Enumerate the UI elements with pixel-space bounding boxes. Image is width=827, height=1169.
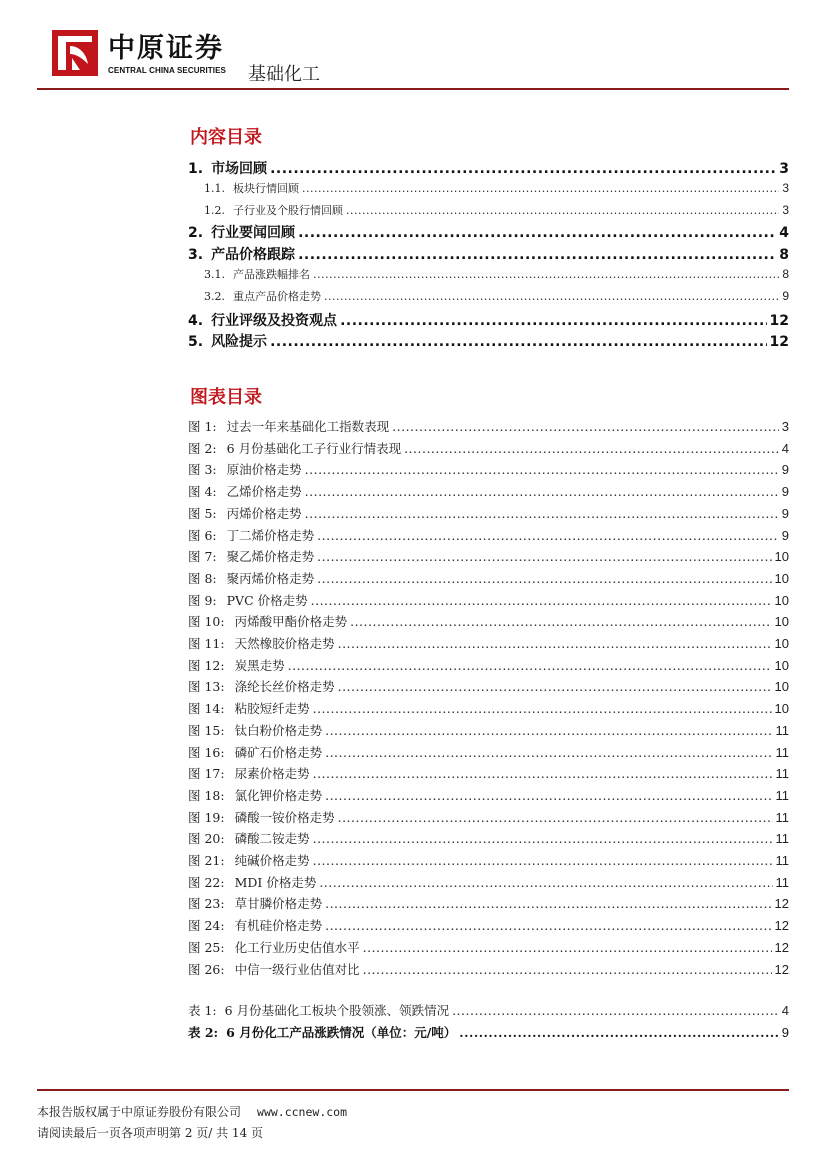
entry-number: 3.1. [204, 268, 225, 281]
dot-leader [340, 313, 766, 329]
page-number: 10 [774, 636, 789, 651]
toc-entry-label [188, 569, 314, 587]
dot-leader [298, 225, 776, 241]
figure-label: 图 7: [188, 549, 217, 565]
page-number: 10 [774, 701, 789, 717]
table-label: 表 1: [188, 1003, 217, 1018]
dot-leader [311, 593, 772, 608]
figure-title: MDI 价格走势 [234, 874, 317, 890]
dot-leader [325, 788, 772, 803]
page-number: 9 [781, 1025, 789, 1040]
dot-leader [459, 1025, 778, 1040]
toc-entry-label [188, 894, 322, 912]
dot-leader [288, 658, 772, 673]
dot-leader [325, 896, 771, 911]
page-number: 12 [774, 918, 789, 934]
page-number: 10 [774, 657, 789, 673]
page-number: 3 [782, 203, 789, 217]
toc-entry-label [188, 526, 314, 544]
page-number: 8 [779, 247, 789, 263]
page-number: 10 [774, 570, 789, 586]
figure-title: PVC 价格走势 [226, 592, 308, 608]
page-number: 11 [775, 874, 789, 890]
page-number: 12 [774, 939, 789, 955]
dot-leader [317, 549, 771, 564]
figure-label: 图 24: [188, 918, 225, 934]
figure-title: 钛白粉价格走势 [234, 722, 323, 738]
entry-number: 1.1. [204, 182, 225, 195]
dot-leader [325, 723, 772, 738]
figure-entry[interactable] [188, 569, 789, 587]
toc-subsection-entry[interactable] [188, 288, 789, 304]
page-number: 11 [775, 787, 789, 803]
table-entry[interactable] [188, 1023, 789, 1041]
figure-entry[interactable] [188, 547, 789, 565]
figure-label: 图 13: [188, 679, 225, 695]
toc-entry-label [188, 612, 347, 630]
toc-entry-label [188, 331, 267, 351]
toc-entry-label [188, 504, 302, 522]
page-number: 10 [774, 679, 789, 695]
entry-number: 1. [188, 161, 204, 177]
figure-title: 过去一年来基础化工指数表现 [226, 419, 390, 434]
figure-entry[interactable] [188, 829, 789, 847]
entry-title: 板块行情回顾 [233, 182, 299, 195]
toc-entry-label [204, 202, 343, 218]
page-number: 12 [774, 896, 789, 912]
figure-label: 图 11: [188, 636, 225, 651]
dot-leader [270, 161, 776, 177]
figure-label: 图 6: [188, 527, 217, 543]
page-number: 11 [775, 722, 789, 738]
footer-notice: 请阅读最后一页各项声明第 2 页/ 共 14 页 [37, 1126, 264, 1140]
figure-entry[interactable] [188, 851, 789, 869]
figure-label: 图 18: [188, 787, 225, 803]
entry-title: 子行业及个股行情回顾 [233, 204, 343, 217]
figure-entry[interactable] [188, 960, 789, 978]
figure-title: 聚乙烯价格走势 [226, 549, 315, 565]
toc-entry-label [188, 310, 337, 330]
page-number: 4 [779, 225, 789, 241]
toc-entry-label [188, 634, 335, 652]
figure-title: 乙烯价格走势 [226, 484, 302, 500]
dot-leader [363, 962, 772, 977]
figure-title: 天然橡胶价格走势 [234, 636, 335, 651]
dot-leader [325, 918, 771, 933]
figure-title: 纯碱价格走势 [234, 853, 310, 868]
page-number: 11 [775, 766, 789, 782]
figure-title: 6 月份基础化工子行业行情表现 [226, 440, 402, 456]
page-number: 8 [782, 267, 789, 281]
entry-number: 3. [188, 247, 204, 263]
figure-title: 原油价格走势 [226, 462, 302, 478]
toc-entry-label [188, 829, 310, 847]
figure-title: 氯化钾价格走势 [234, 787, 323, 803]
figure-entry[interactable] [188, 894, 789, 912]
toc-entry-label [188, 656, 285, 674]
dot-leader [452, 1003, 779, 1018]
dot-leader [404, 441, 779, 456]
toc-entry-label [188, 873, 316, 891]
footer-url-link[interactable]: www.ccnew.com [257, 1105, 348, 1119]
figure-entry[interactable] [188, 504, 789, 522]
figure-label: 图 20: [188, 831, 225, 847]
figure-entry[interactable] [188, 916, 789, 934]
entry-number: 4. [188, 313, 204, 329]
page-number: 11 [775, 853, 789, 868]
page-number: 10 [774, 614, 789, 630]
dot-leader [313, 766, 773, 781]
toc-entry-label [188, 158, 267, 178]
dot-leader [392, 419, 779, 434]
figure-label: 图 8: [188, 570, 217, 586]
entry-title: 产品涨跌幅排名 [233, 268, 310, 281]
toc-entry-label [204, 180, 299, 196]
figure-entry[interactable] [188, 677, 789, 695]
figure-title: 涤纶长丝价格走势 [234, 679, 335, 695]
figure-label: 图 23: [188, 896, 225, 912]
figure-label: 图 14: [188, 701, 225, 717]
entry-title: 行业要闻回顾 [211, 225, 296, 241]
page-number: 4 [781, 440, 789, 456]
dot-leader [338, 810, 773, 825]
entry-title: 风险提示 [211, 334, 268, 350]
page-number: 9 [781, 462, 789, 478]
entry-title: 市场回顾 [211, 161, 268, 177]
figure-label: 图 16: [188, 744, 225, 760]
toc-subsection-entry[interactable] [188, 266, 789, 282]
toc-entry-label [188, 851, 310, 869]
page-number: 9 [782, 289, 789, 303]
toc-entry-label [188, 547, 314, 565]
dot-leader [346, 204, 779, 217]
figure-title: 炭黑走势 [234, 657, 285, 673]
page-number: 9 [781, 527, 789, 543]
dot-leader [325, 745, 772, 760]
entry-title: 产品价格跟踪 [211, 247, 296, 263]
dot-leader [302, 182, 779, 195]
toc-entry-label [188, 439, 401, 457]
figure-title: 丙烯酸甲酯价格走势 [234, 614, 348, 630]
toc-entry-label [188, 1001, 449, 1019]
toc-entry-label [188, 244, 295, 264]
figure-entry[interactable] [188, 526, 789, 544]
entry-number: 5. [188, 334, 204, 350]
header-divider [37, 88, 789, 90]
dot-leader [338, 679, 772, 694]
figure-title: 丁二烯价格走势 [226, 527, 315, 543]
table-title: 6 月份基础化工板块个股领涨、领跌情况 [224, 1003, 450, 1018]
toc-entry-label [188, 938, 360, 956]
footer-divider [37, 1089, 789, 1091]
figure-entry[interactable] [188, 786, 789, 804]
figure-label: 图 25: [188, 939, 225, 955]
brand-name-en: CENTRAL CHINA SECURITIES [108, 66, 226, 75]
figure-label: 图 26: [188, 961, 225, 977]
dot-leader [305, 484, 779, 499]
entry-title: 重点产品价格走势 [233, 290, 321, 303]
table-label: 表 2: [188, 1025, 219, 1040]
page-number: 12 [774, 961, 789, 977]
page-number: 3 [781, 419, 789, 434]
toc-entry-label [204, 266, 310, 282]
figure-label: 图 15: [188, 722, 225, 738]
entry-number: 3.2. [204, 290, 225, 303]
dot-leader [350, 614, 771, 629]
dot-leader [298, 247, 776, 263]
figure-entry[interactable] [188, 417, 789, 435]
page-number: 3 [779, 161, 789, 177]
figure-label: 图 2: [188, 440, 217, 456]
toc-entry-label [188, 764, 310, 782]
figure-entry[interactable] [188, 938, 789, 956]
toc-section-entry[interactable] [188, 244, 789, 264]
figure-title: 磷酸二铵走势 [234, 831, 310, 847]
figure-entry[interactable] [188, 873, 789, 891]
toc-entry-label [188, 1023, 456, 1041]
toc-entry-label [188, 960, 360, 978]
contents-heading: 内容目录 [190, 127, 262, 148]
figure-label: 图 5: [188, 505, 217, 521]
toc-section-entry[interactable] [188, 222, 789, 242]
dot-leader [324, 290, 779, 303]
figure-label: 图 17: [188, 766, 225, 782]
figure-entry[interactable] [188, 482, 789, 500]
figure-title: 聚丙烯价格走势 [226, 570, 315, 586]
toc-entry-label [188, 591, 308, 609]
figure-label: 图 4: [188, 484, 217, 500]
table-title: 6 月份化工产品涨跌情况（单位：元/吨） [226, 1025, 457, 1040]
page-number: 11 [775, 744, 789, 760]
figure-entry[interactable] [188, 612, 789, 630]
dot-leader [305, 462, 779, 477]
toc-entry-label [188, 743, 322, 761]
table-entry[interactable] [188, 1001, 789, 1019]
toc-entry-label [188, 482, 302, 500]
figure-title: 草甘膦价格走势 [234, 896, 323, 912]
figure-entry[interactable] [188, 743, 789, 761]
page-number: 11 [775, 831, 789, 847]
dot-leader [338, 636, 772, 651]
dot-leader [319, 875, 772, 890]
toc-entry-label [188, 786, 322, 804]
entry-number: 2. [188, 225, 204, 241]
footer-copyright-line [37, 1103, 347, 1120]
figure-entry[interactable] [188, 439, 789, 457]
page-number: 4 [781, 1003, 789, 1018]
toc-entry-label [188, 721, 322, 739]
toc-entry-label [204, 288, 321, 304]
figures-heading: 图表目录 [190, 387, 262, 408]
figure-label: 图 22: [188, 874, 225, 890]
figure-entry[interactable] [188, 634, 789, 652]
page-number: 12 [769, 334, 789, 350]
dot-leader [317, 528, 779, 543]
dot-leader [313, 831, 773, 846]
toc-entry-label [188, 677, 335, 695]
footer-copyright: 本报告版权属于中原证券股份有限公司 [37, 1105, 242, 1119]
toc-subsection-entry[interactable] [188, 180, 789, 196]
figure-label: 图 10: [188, 614, 225, 630]
toc-entry-label [188, 460, 302, 478]
brand-name-cn: 中原证券 [108, 33, 224, 64]
figure-entry[interactable] [188, 764, 789, 782]
toc-section-entry[interactable] [188, 310, 789, 330]
figure-entry[interactable] [188, 460, 789, 478]
figure-title: 有机硅价格走势 [234, 918, 323, 934]
toc-section-entry[interactable] [188, 331, 789, 351]
page-number: 9 [781, 484, 789, 500]
figure-title: 粘胶短纤走势 [234, 701, 310, 717]
central-china-securities-logo-icon [52, 30, 98, 76]
toc-entry-label [188, 699, 310, 717]
dot-leader [270, 334, 766, 350]
figure-title: 磷矿石价格走势 [234, 744, 323, 760]
figure-entry[interactable] [188, 591, 789, 609]
figure-title: 丙烯价格走势 [226, 505, 302, 521]
entry-number: 1.2. [204, 204, 225, 217]
figure-title: 尿素价格走势 [234, 766, 310, 782]
figure-title: 磷酸一铵价格走势 [234, 809, 335, 825]
figure-label: 图 1: [188, 419, 217, 434]
page-number: 9 [781, 505, 789, 521]
figure-entry[interactable] [188, 656, 789, 674]
dot-leader [313, 701, 772, 716]
page-number: 11 [775, 809, 789, 825]
dot-leader [363, 940, 772, 955]
figure-entry[interactable] [188, 808, 789, 826]
figure-title: 中信一级行业估值对比 [234, 961, 360, 977]
toc-entry-label [188, 222, 295, 242]
toc-entry-label [188, 916, 322, 934]
figure-title: 化工行业历史估值水平 [234, 939, 360, 955]
page-number: 10 [774, 592, 789, 608]
figure-label: 图 12: [188, 657, 225, 673]
report-section-title: 基础化工 [248, 64, 320, 85]
entry-title: 行业评级及投资观点 [211, 313, 338, 329]
figure-label: 图 3: [188, 462, 217, 478]
figure-label: 图 21: [188, 853, 225, 868]
dot-leader [305, 506, 779, 521]
toc-entry-label [188, 417, 389, 435]
toc-subsection-entry[interactable] [188, 202, 789, 218]
figure-label: 图 19: [188, 809, 225, 825]
figure-label: 图 9: [188, 592, 217, 608]
dot-leader [313, 268, 779, 281]
page-number: 3 [782, 181, 789, 195]
figure-entry[interactable] [188, 699, 789, 717]
figure-entry[interactable] [188, 721, 789, 739]
page-number: 10 [774, 549, 789, 565]
toc-section-entry[interactable] [188, 158, 789, 178]
dot-leader [313, 853, 773, 868]
dot-leader [317, 571, 771, 586]
toc-entry-label [188, 808, 335, 826]
page-number: 12 [769, 313, 789, 329]
